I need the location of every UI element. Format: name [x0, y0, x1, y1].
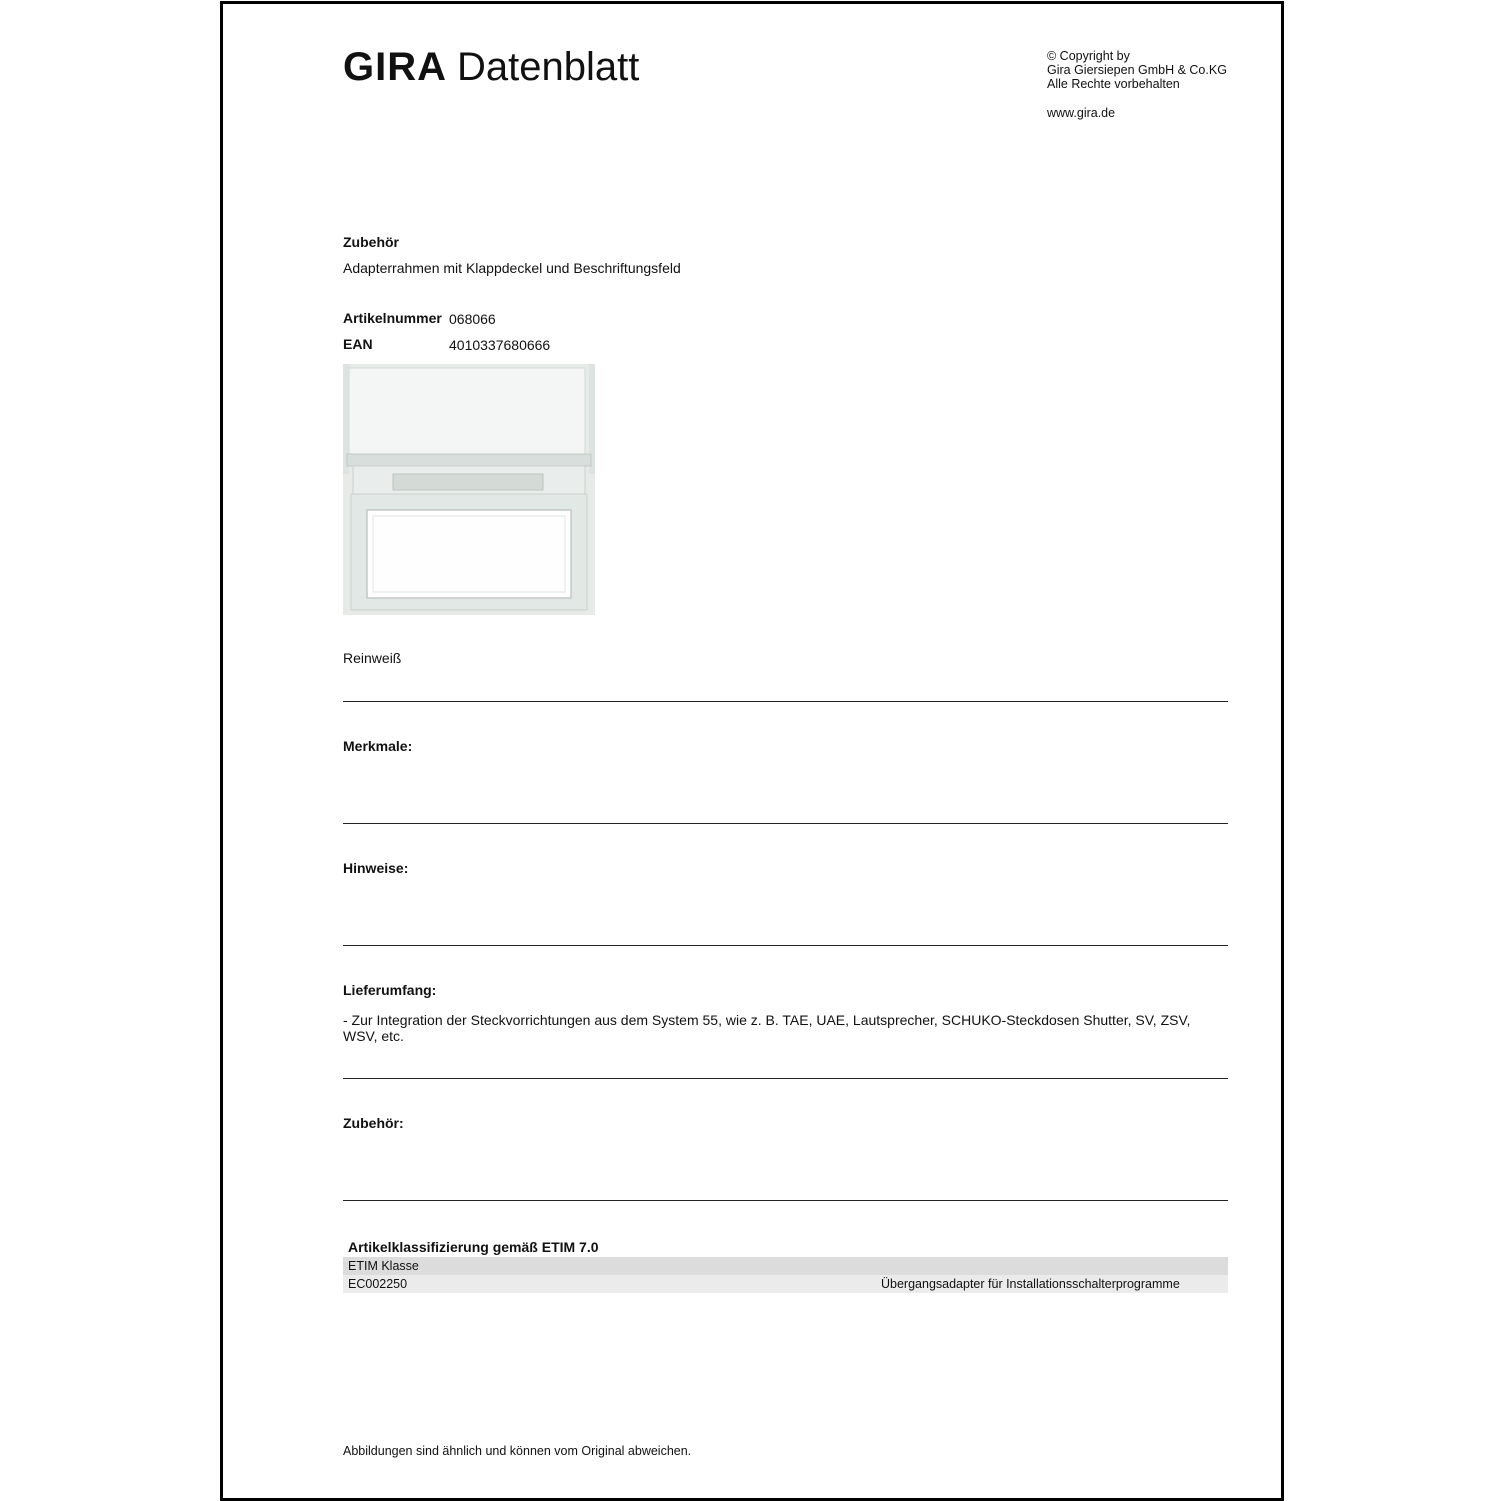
article-number-value: 068066 — [449, 311, 496, 327]
etim-class-code: EC002250 — [348, 1277, 408, 1291]
copyright-line: © Copyright by — [1047, 49, 1130, 63]
article-number-label: Artikelnummer — [343, 310, 442, 326]
category-label: Zubehör — [343, 234, 399, 250]
copyright-line: Alle Rechte vorbehalten — [1047, 77, 1180, 91]
table-row — [343, 1275, 1228, 1293]
merkmale-heading: Merkmale: — [343, 738, 413, 754]
product-image — [343, 364, 595, 615]
document-title: Datenblatt — [457, 45, 640, 89]
divider — [343, 701, 1228, 702]
table-row — [343, 1257, 1228, 1275]
gira-logo — [343, 44, 639, 90]
copyright-block — [1047, 49, 1227, 91]
zubehoer-heading: Zubehör: — [343, 1115, 404, 1131]
brand-name: GIRA — [343, 45, 447, 89]
etim-class-header: ETIM Klasse — [348, 1259, 419, 1273]
lieferumfang-heading: Lieferumfang: — [343, 982, 437, 998]
divider — [343, 945, 1228, 946]
etim-title: Artikelklassifizierung gemäß ETIM 7.0 — [348, 1239, 599, 1255]
website-link[interactable]: www.gira.de — [1047, 106, 1116, 120]
etim-table — [343, 1257, 1228, 1293]
ean-label: EAN — [343, 336, 373, 352]
etim-class-name: Übergangsadapter für Installationsschalterprogramme — [881, 1277, 1180, 1291]
hinweise-heading: Hinweise: — [343, 860, 409, 876]
divider — [343, 823, 1228, 824]
divider — [343, 1200, 1228, 1201]
lieferumfang-text: - Zur Integration der Steckvorrichtungen aus dem System 55, wie z. B. TAE, UAE, Lautsprecher, SCHUKO-Steckdosen Shutter, SV, ZSV, WSV, etc. — [343, 1012, 1191, 1044]
color-name: Reinweiß — [343, 650, 402, 666]
footer-disclaimer: Abbildungen sind ähnlich und können vom Original abweichen. — [343, 1444, 692, 1458]
ean-value: 4010337680666 — [449, 337, 551, 353]
product-description: Adapterrahmen mit Klappdeckel und Beschriftungsfeld — [343, 260, 681, 276]
copyright-line: Gira Giersiepen GmbH & Co.KG — [1047, 63, 1227, 77]
divider — [343, 1078, 1228, 1079]
